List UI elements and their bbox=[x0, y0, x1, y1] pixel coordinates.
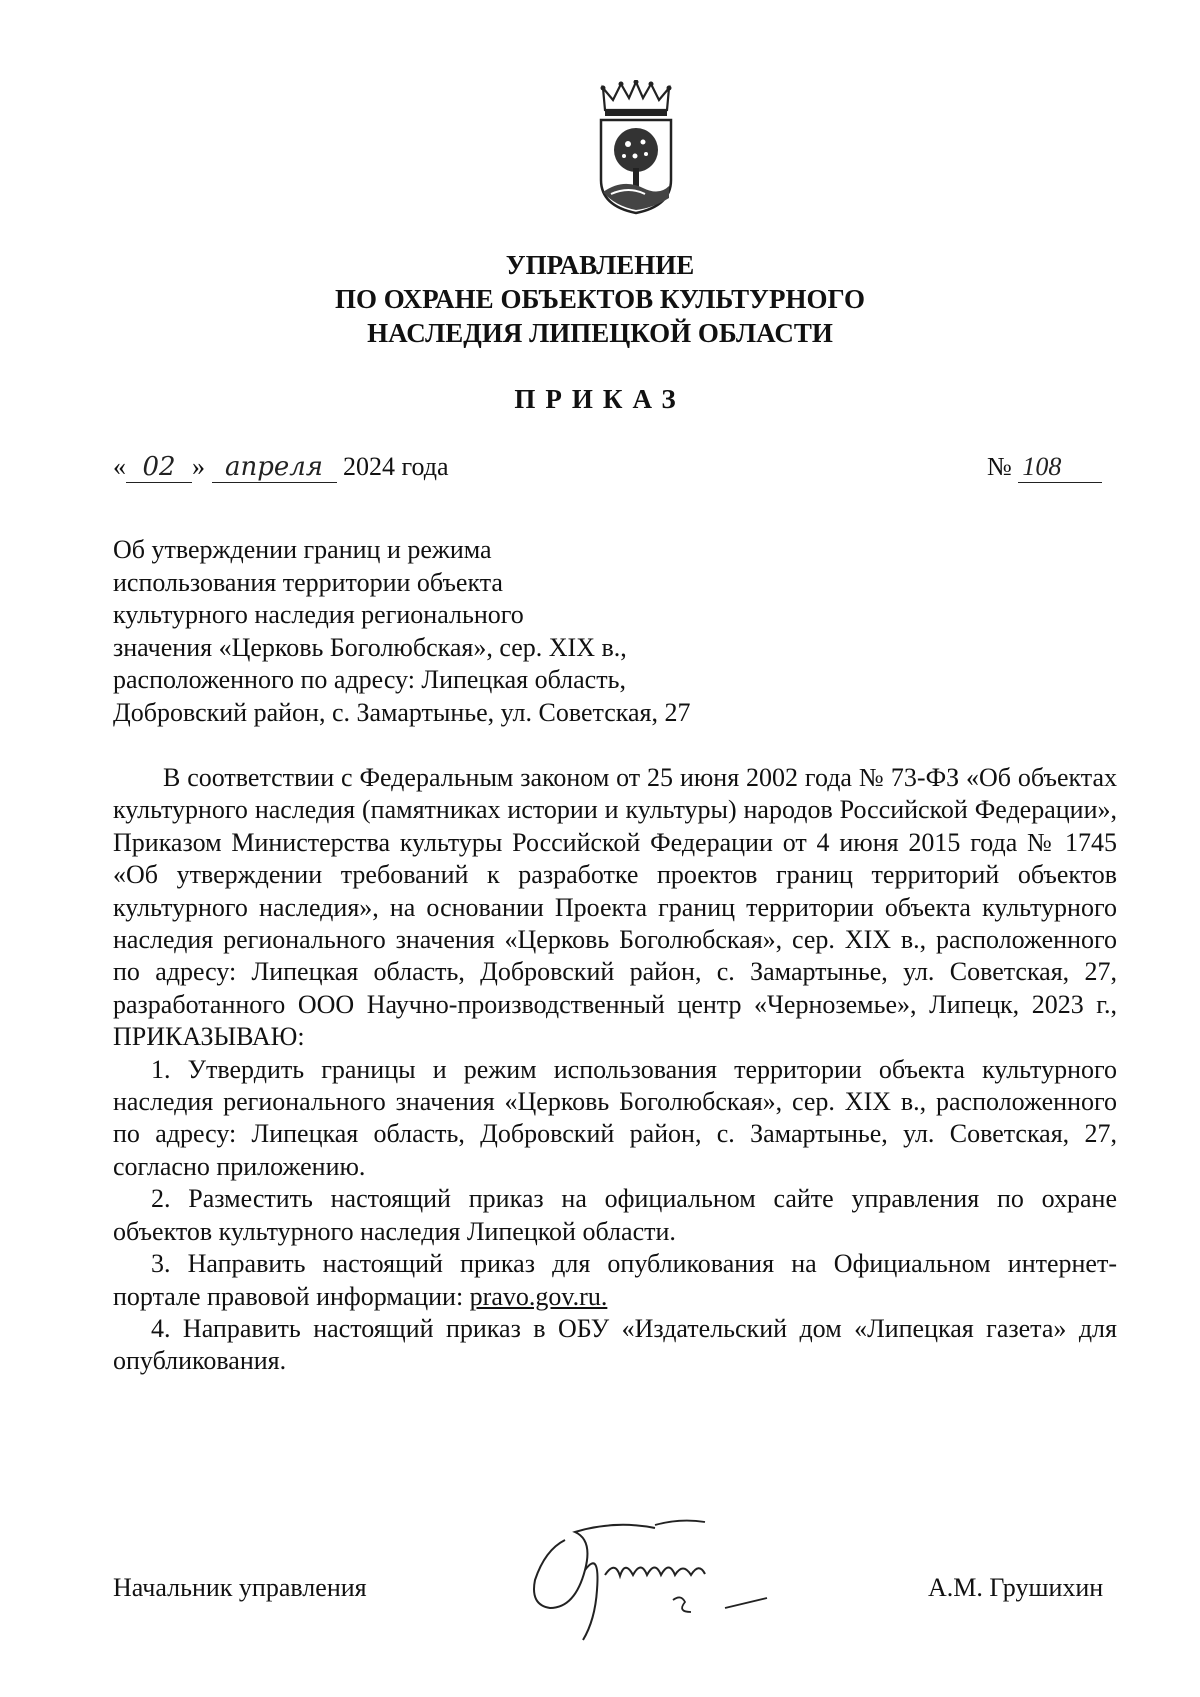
document-type-title: ПРИКАЗ bbox=[514, 384, 686, 414]
header-line-3: НАСЛЕДИЯ ЛИПЕЦКОЙ ОБЛАСТИ bbox=[367, 318, 833, 348]
order-item-4: 4. Направить настоящий приказ в ОБУ «Издательский дом «Липецкая газета» для опубликования. bbox=[113, 1313, 1117, 1376]
pravo-gov-link[interactable]: pravo.gov.ru. bbox=[469, 1281, 608, 1311]
date-close-quote: » bbox=[192, 452, 205, 481]
subject-line: Добровский район, с. Замартынье, ул. Советская, 27 bbox=[113, 697, 691, 727]
handwritten-signature bbox=[505, 1480, 825, 1650]
body-intro-paragraph: В соответствии с Федеральным законом от 25 июня 2002 года № 73-ФЗ «Об объектах культурного наследия (памятниках истории и культуры) народов Российской Федерации», Приказом Министерства культуры Российской Федерации от 4 июня 2015 года № 1745 «Об утверждении требований к разработке проектов границ территорий объектов культурного наследия», на основании Проекта границ территории объекта культурного наследия регионального значения «Церковь Боголюбская», сер. XIX в., расположенного по адресу: Липецкая область, Добровский район, с. Замартынье, ул. Советская, 27, разработанного ООО Научно-производственный центр «Черноземье», Липецк, 2023 г., ПРИКАЗЫВАЮ: bbox=[113, 763, 1117, 1052]
date-day: 02 bbox=[126, 452, 192, 483]
subject-line: Об утверждении границ и режима bbox=[113, 535, 492, 564]
date-year: 2024 года bbox=[343, 452, 449, 481]
date-open-quote: « bbox=[113, 452, 126, 481]
order-item-3-text: 3. Направить настоящий приказ для опубликования на Официальном интернет-портале правовой информации: bbox=[113, 1249, 1117, 1311]
signatory-name: А.М. Грушихин bbox=[928, 1573, 1104, 1602]
number-value: 108 bbox=[1018, 452, 1102, 483]
subject-line: культурного наследия регионального bbox=[113, 600, 524, 629]
organization-header bbox=[0, 248, 1200, 350]
number-label: № bbox=[987, 452, 1012, 481]
order-body bbox=[113, 762, 1117, 1378]
order-item-2: 2. Разместить настоящий приказ на официальном сайте управления по охране объектов культурного наследия Липецкой области. bbox=[113, 1184, 1117, 1246]
order-subject bbox=[113, 534, 833, 729]
header-line-2: ПО ОХРАНЕ ОБЪЕКТОВ КУЛЬТУРНОГО bbox=[335, 284, 865, 314]
lipetsk-coat-of-arms-icon bbox=[593, 80, 679, 215]
order-item-3 bbox=[113, 1248, 1117, 1313]
subject-line: расположенного по адресу: Липецкая область, bbox=[113, 665, 626, 694]
order-date bbox=[113, 452, 449, 483]
order-item-1: 1. Утвердить границы и режим использования территории объекта культурного наследия регионального значения «Церковь Боголюбская», сер. XIX в., расположенного по адресу: Липецкая область, Добровский район, с. Замартынье, ул. Советская, 27, согласно приложению. bbox=[113, 1054, 1117, 1181]
header-line-1: УПРАВЛЕНИЕ bbox=[505, 250, 695, 280]
signatory-title: Начальник управления bbox=[113, 1573, 367, 1602]
subject-line: значения «Церковь Боголюбская», сер. XIX в., bbox=[113, 632, 627, 662]
order-number bbox=[987, 452, 1102, 483]
date-month: апреля bbox=[212, 452, 337, 483]
subject-line: использования территории объекта bbox=[113, 567, 503, 597]
